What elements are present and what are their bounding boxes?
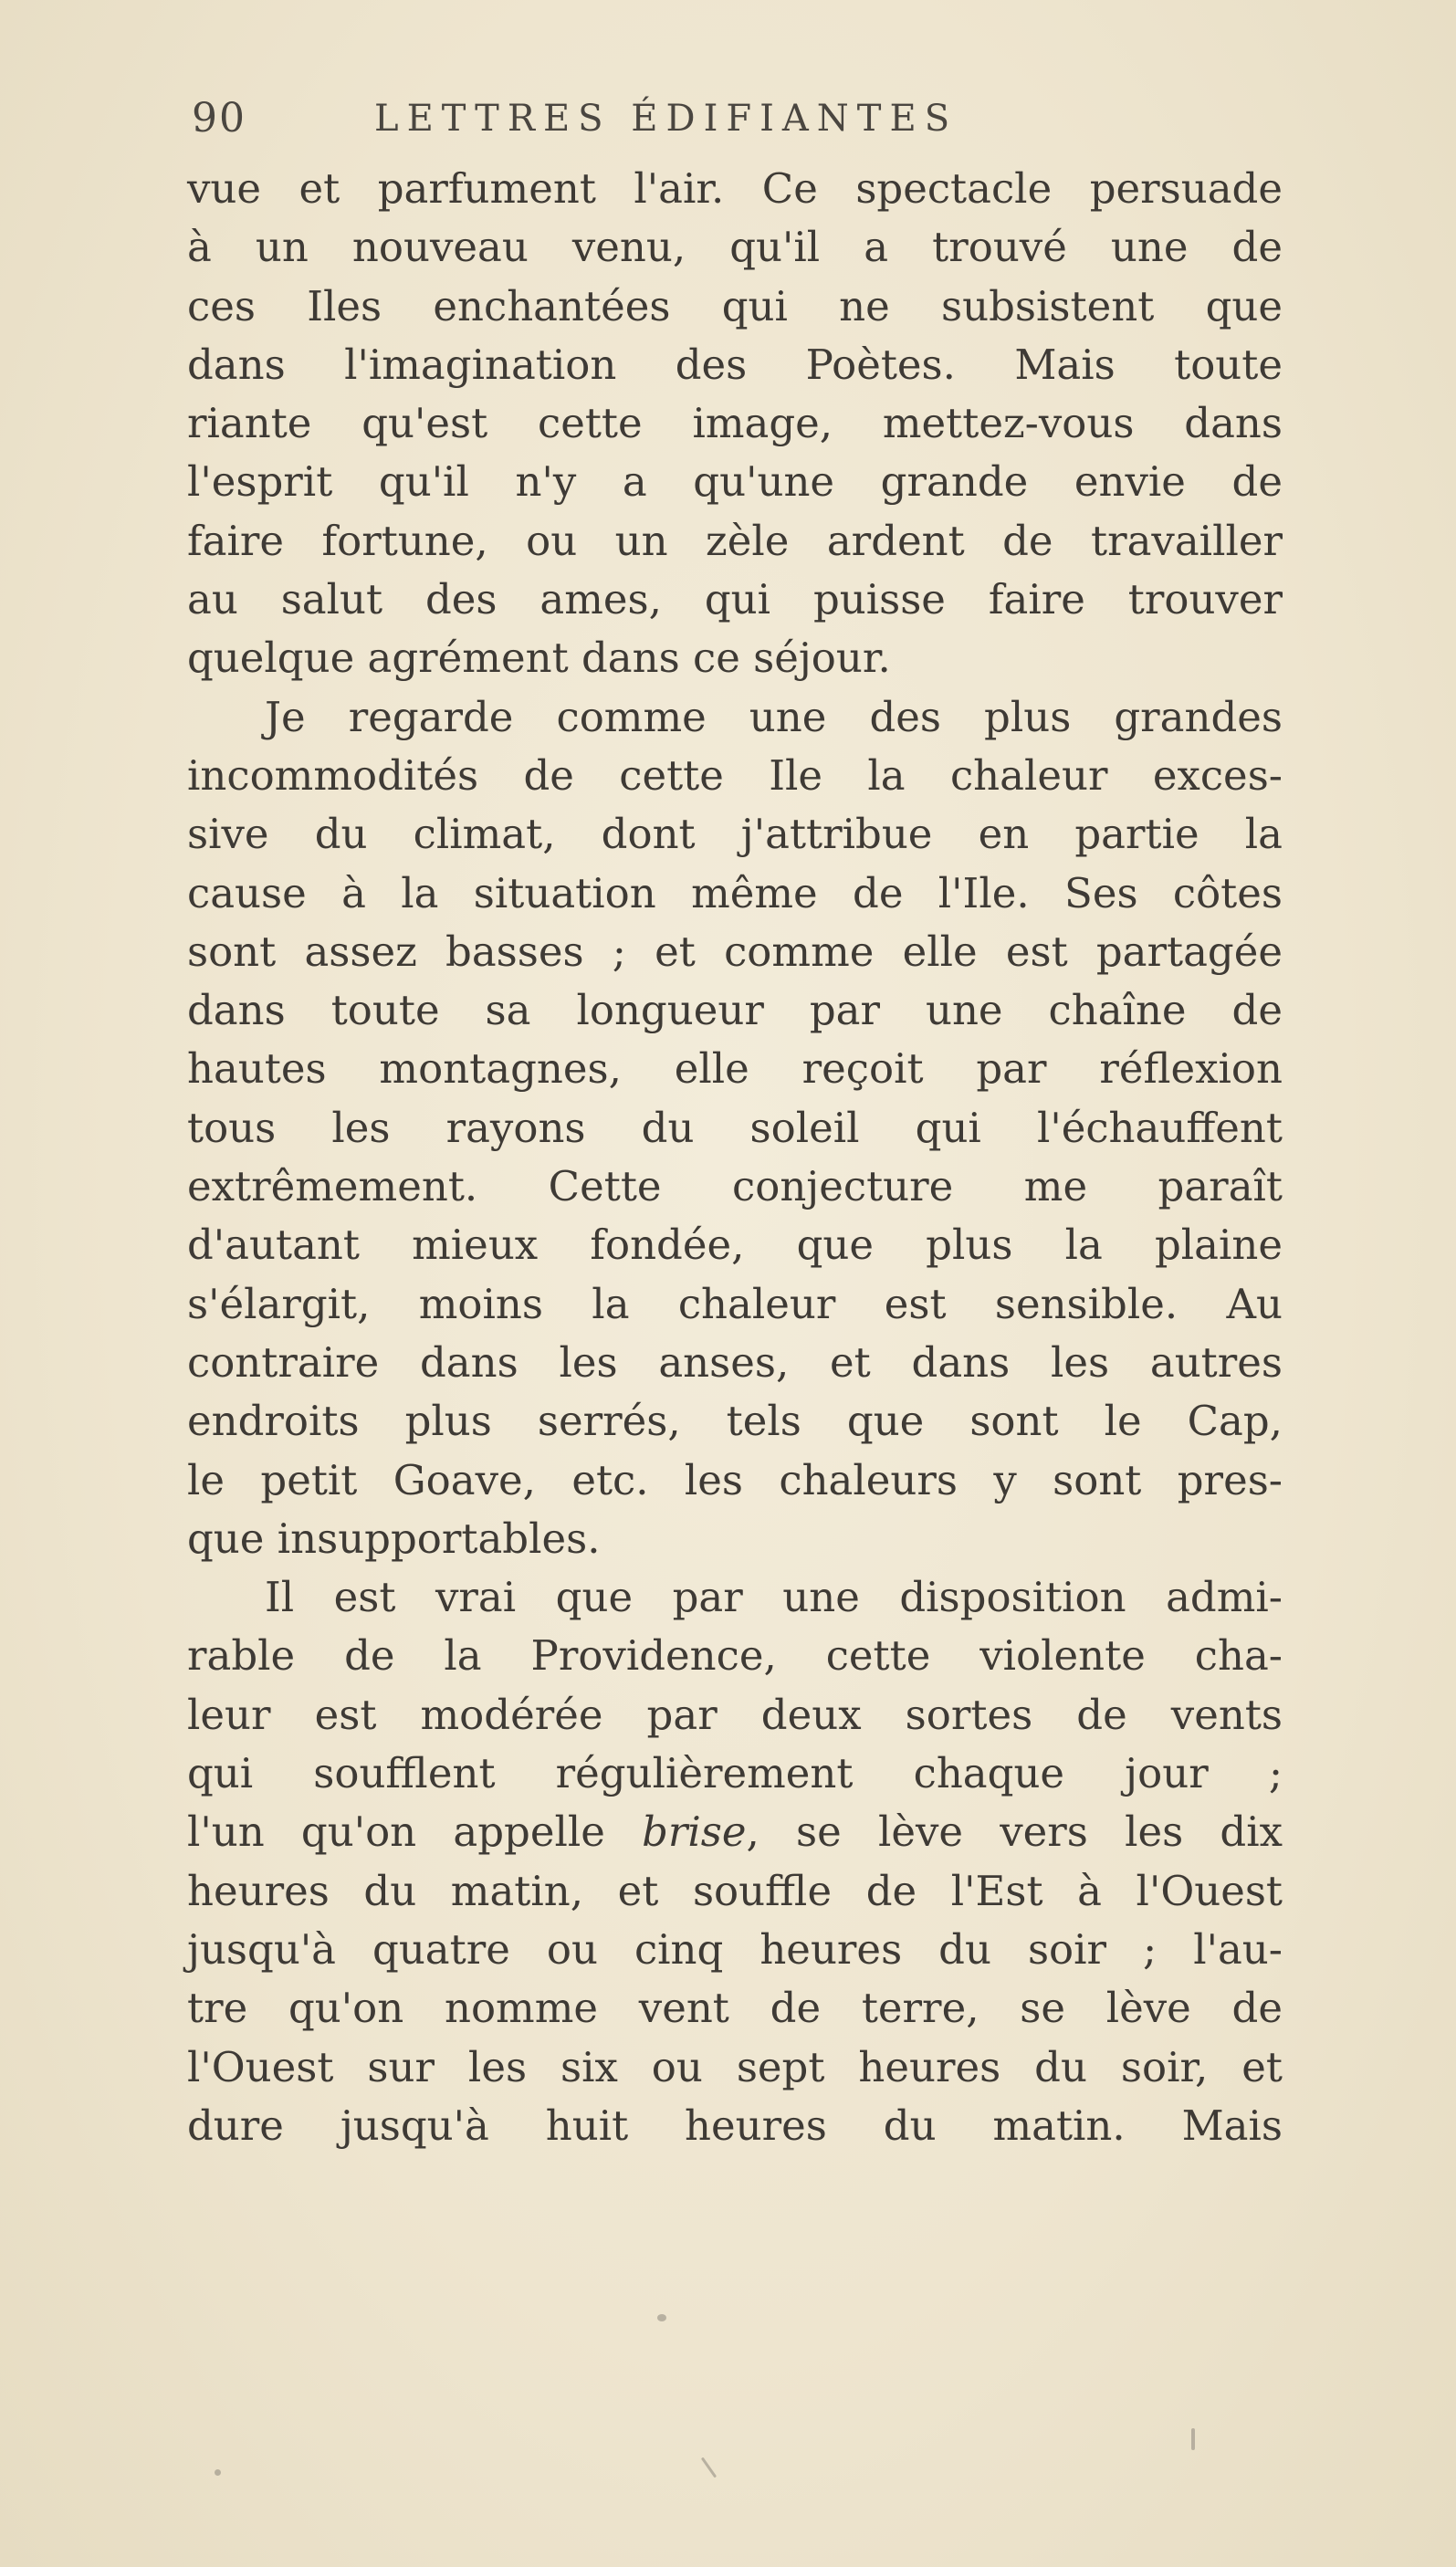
text-line: au salut des ames, qui puisse faire trouver <box>187 575 1283 624</box>
paper-speck <box>1191 2428 1195 2450</box>
text-line: dans toute sa longueur par une chaîne de <box>187 986 1283 1035</box>
text-line: riante qu'est cette image, mettez-vous dans <box>187 399 1283 448</box>
text-line: l'Ouest sur les six ou sept heures du soir, et <box>187 2042 1283 2091</box>
text-line: que insupportables. <box>187 1514 601 1563</box>
text-line: d'autant mieux fondée, que plus la plaine <box>187 1221 1283 1270</box>
text-line: tous les rayons du soleil qui l'échauffent <box>187 1103 1283 1152</box>
text-line: sont assez basses ; et comme elle est partagée <box>187 927 1283 976</box>
text-line: dure jusqu'à huit heures du matin. Mais <box>187 2101 1283 2150</box>
text-line: s'élargit, moins la chaleur est sensible. Au <box>187 1279 1283 1328</box>
text-line: cause à la situation même de l'Ile. Ses côtes <box>187 868 1283 917</box>
text-line: hautes montagnes, elle reçoit par réflexion <box>187 1044 1283 1094</box>
text-fragment: , se lève vers les dix <box>746 1807 1283 1857</box>
text-line: tre qu'on nomme vent de terre, se lève de <box>187 1984 1283 2033</box>
text-line: extrêmement. Cette conjecture me paraît <box>187 1162 1283 1211</box>
page-number: 90 <box>192 95 246 141</box>
text-line: ces Iles enchantées qui ne subsistent que <box>187 281 1283 330</box>
text-line: à un nouveau venu, qu'il a trouvé une de <box>187 223 1283 272</box>
text-line: rable de la Providence, cette violente cha- <box>187 1631 1283 1681</box>
text-line: quelque agrément dans ce séjour. <box>187 634 891 683</box>
text-line: sive du climat, dont j'attribue en partie la <box>187 810 1283 859</box>
text-line: dans l'imagination des Poètes. Mais toute <box>187 340 1283 389</box>
text-line: leur est modérée par deux sortes de vents <box>187 1690 1283 1739</box>
paper-speck <box>657 2314 666 2321</box>
text-line: l'esprit qu'il n'y a qu'une grande envie de <box>187 457 1283 507</box>
text-line: Il est vrai que par une disposition admi- <box>265 1573 1283 1622</box>
text-line: le petit Goave, etc. les chaleurs y sont pres- <box>187 1455 1283 1504</box>
running-title: LETTRES ÉDIFIANTES <box>374 98 958 140</box>
italic-term-brise: brise <box>642 1807 747 1857</box>
text-line: contraire dans les anses, et dans les autres <box>187 1337 1283 1387</box>
text-line: qui soufflent régulièrement chaque jour ; <box>187 1749 1283 1798</box>
text-line: faire fortune, ou un zèle ardent de travailler <box>187 516 1283 565</box>
text-line: incommodités de cette Ile la chaleur exces- <box>187 750 1283 800</box>
running-head <box>192 87 1283 151</box>
text-fragment: l'un qu'on appelle <box>187 1807 643 1857</box>
body-text <box>187 160 1283 2155</box>
text-line: heures du matin, et souffle de l'Est à l'Ouest <box>187 1866 1283 1915</box>
text-line: vue et parfument l'air. Ce spectacle persuade <box>187 164 1283 213</box>
paper-speck <box>215 2469 221 2476</box>
text-line: jusqu'à quatre ou cinq heures du soir ; l'au- <box>187 1924 1283 1974</box>
text-line: endroits plus serrés, tels que sont le Cap, <box>187 1397 1283 1446</box>
paper-speck <box>701 2457 717 2478</box>
text-line-brise <box>187 1803 1283 1861</box>
text-line: Je regarde comme une des plus grandes <box>265 692 1283 741</box>
